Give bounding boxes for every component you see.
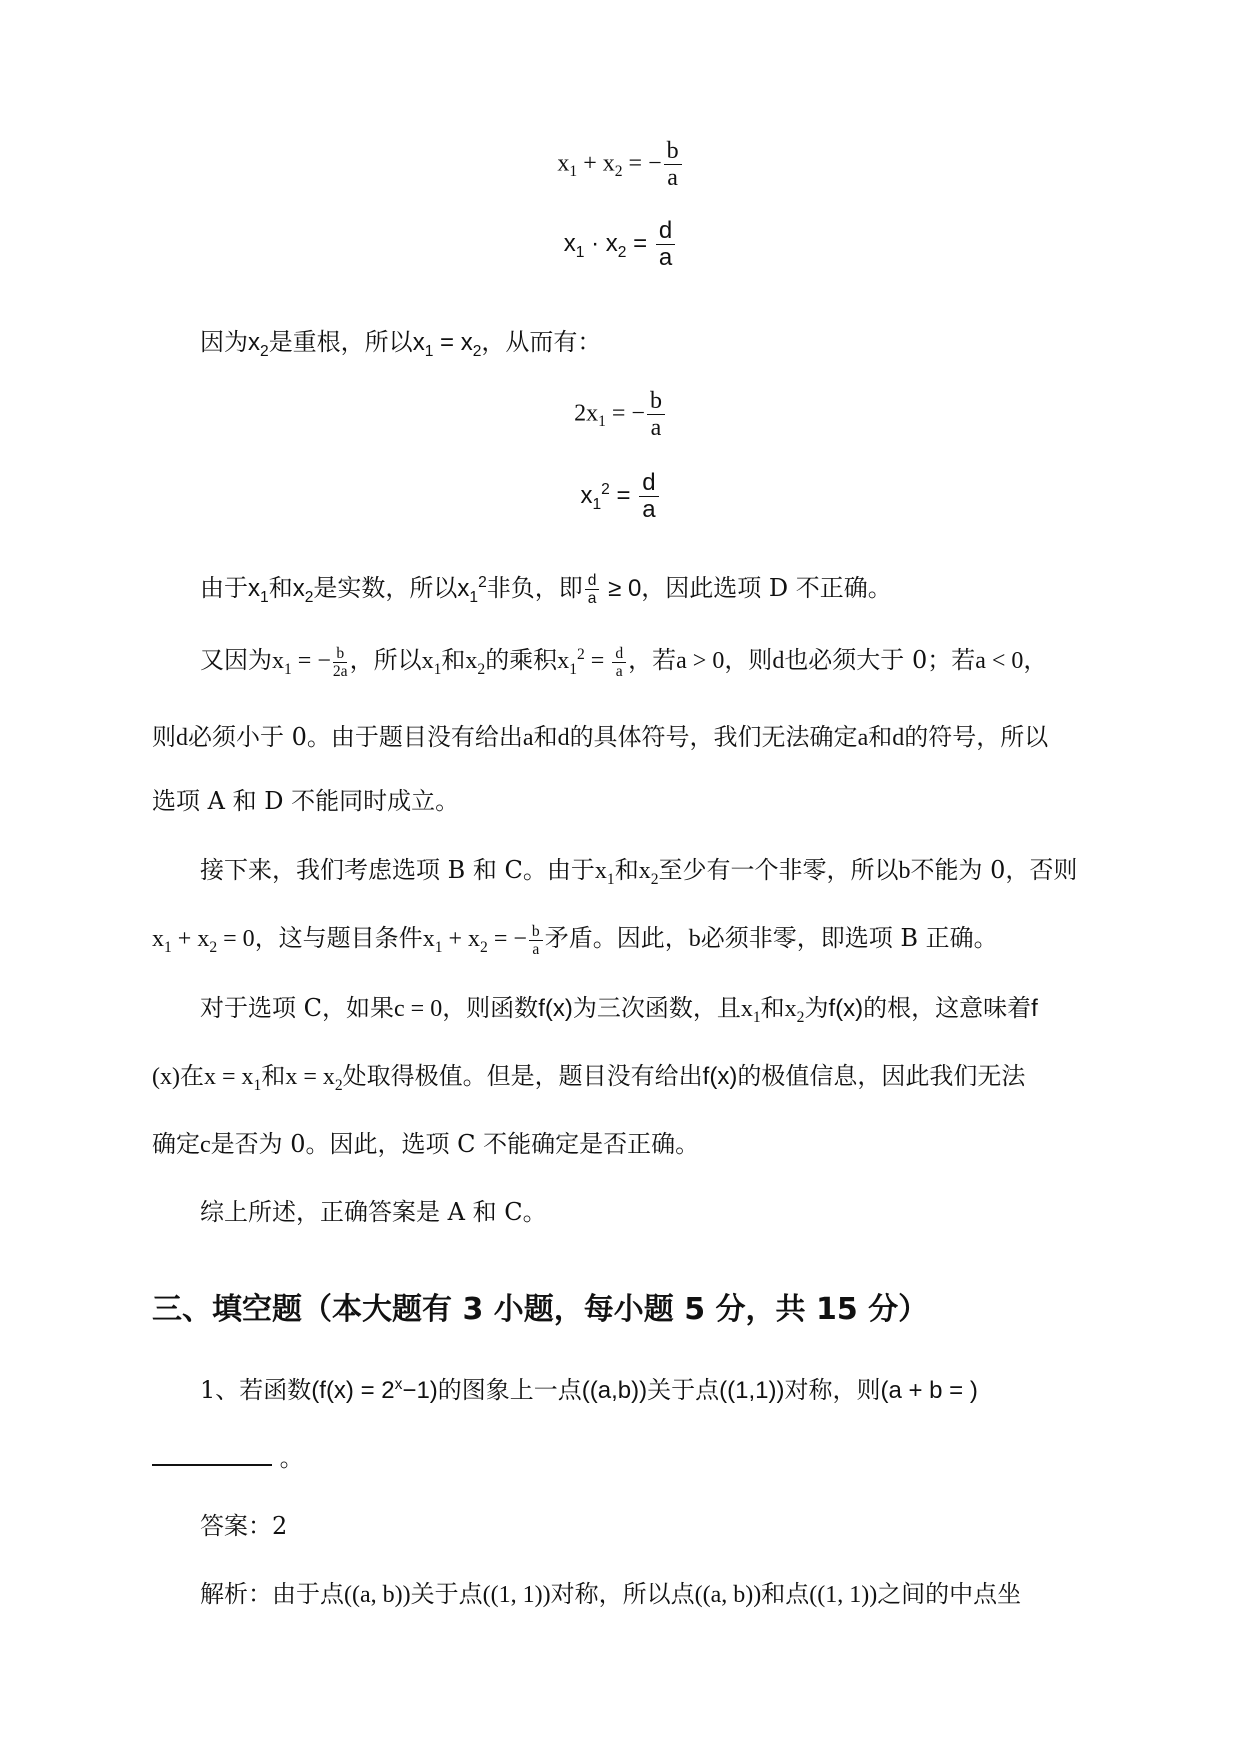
equation-sum-of-roots: $x_1 + x_2$ = − $\frac{b}{a}$ [0, 138, 1241, 192]
question-1-line1: 1、若函数$(f(x) = 2^x-1)$的图象上一点((a,b))关于点((1,1))对称，则(a + b = ) [200, 1376, 978, 1404]
paragraph-option-b-line2: $x_1 + x_2 = 0$，这与题目条件$x_1 + x_2$ = − $\frac{b}{a}$ 矛盾。因此，b必须非零，即选项 B 正确。 [152, 922, 998, 958]
answer-line: 答案：2 [200, 1512, 288, 1540]
paragraph-sign-line1: 又因为$x_1$ = − $\frac{b}{2a}$ ，所以$x_1$和$x_2$的乘积$x_1^2$ = $\frac{d}{a}$ ，若a > 0，则d也必须大于 0；若a < 0， [200, 644, 1048, 680]
paragraph-sign-line2: 则d必须小于 0。由于题目没有给出a和d的具体符号，我们无法确定a和d的符号，所以 [152, 723, 1049, 751]
paragraph-option-c-line3: 确定c是否为 0。因此，选项 C 不能确定是否正确。 [152, 1130, 700, 1158]
question-1-line2: 。 [152, 1438, 1092, 1473]
equation-square: $x_1^2$ = $\frac{d}{a}$ [0, 470, 1241, 524]
paragraph-double-root: 因为$x_2$是重根，所以$x_1 = x_2$，从而有： [200, 328, 602, 360]
paragraph-option-c-line2: (x)在$x = x_1$和$x = x_2$处取得极值。但是，题目没有给出f(x)的极值信息，因此我们无法 [152, 1062, 1026, 1094]
answer-blank[interactable] [152, 1458, 272, 1466]
paragraph-nonnegative: 由于$x_1$和$x_2$是实数，所以$x_1^2$非负，即 $\frac{d}{a}$ ≥ 0，因此选项 D 不正确。 [200, 572, 892, 608]
paragraph-option-b-line1: 接下来，我们考虑选项 B 和 C。由于$x_1$和$x_2$至少有一个非零，所以b不能为 0，否则 [200, 856, 1078, 888]
equation-double-sum: $2x_1$ = − $\frac{b}{a}$ [0, 388, 1241, 442]
paragraph-option-c-line1: 对于选项 C，如果c = 0，则函数f(x)为三次函数，且$x_1$和$x_2$为f(x)的根，这意味着f [200, 994, 1038, 1026]
equation-product-of-roots: $x_1 \cdot x_2$ = $\frac{d}{a}$ [0, 218, 1241, 272]
paragraph-sign-line3: 选项 A 和 D 不能同时成立。 [152, 787, 460, 815]
paragraph-conclusion: 综上所述，正确答案是 A 和 C。 [200, 1198, 547, 1226]
section-heading: 三、填空题（本大题有 3 小题，每小题 5 分，共 15 分） [152, 1292, 929, 1327]
analysis-line: 解析：由于点((a, b))关于点((1, 1))对称，所以点((a, b))和点((1, 1))之间的中点坐 [200, 1580, 1022, 1608]
